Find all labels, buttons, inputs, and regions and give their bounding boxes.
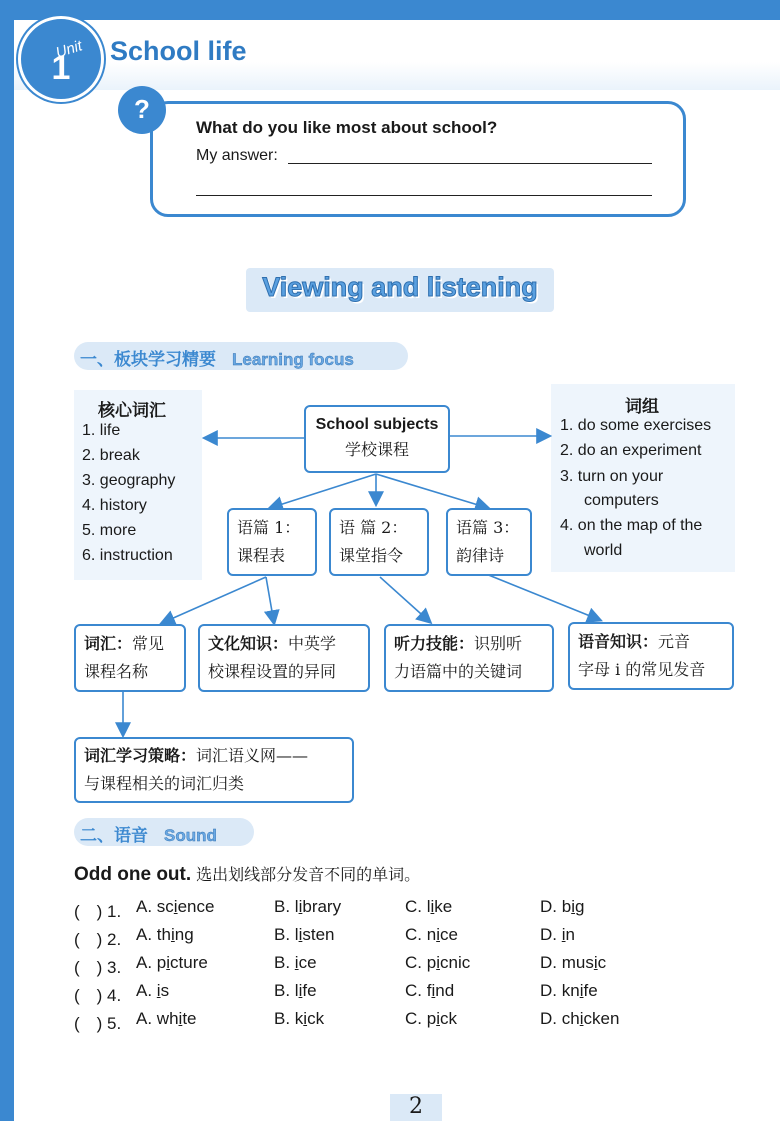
option-c bbox=[405, 953, 470, 973]
word-prefix: p bbox=[156, 953, 167, 972]
arrow-to-text1 bbox=[270, 474, 376, 508]
option-d bbox=[540, 953, 606, 973]
option-letter: C. bbox=[405, 953, 427, 972]
option-d bbox=[540, 925, 575, 945]
underlined-letter: i bbox=[298, 925, 303, 944]
skill-culture-rest1: 中英学 bbox=[288, 634, 337, 653]
text-box-1-title: 语篇 1： bbox=[237, 518, 301, 537]
question-number[interactable]: ( ) 2. bbox=[74, 930, 122, 949]
learning-focus-zh: 一、板块学习精要 bbox=[80, 350, 216, 369]
option-letter: C. bbox=[405, 981, 427, 1000]
option-letter: B. bbox=[274, 1009, 295, 1028]
core-vocab-title: 核心词汇 bbox=[98, 401, 166, 421]
phrase-item-continued: computers bbox=[584, 492, 659, 509]
sound-zh: 二、语音 bbox=[80, 826, 148, 845]
word-suffix: ck bbox=[439, 1009, 457, 1028]
underlined-letter: i bbox=[579, 981, 584, 1000]
word-prefix: wh bbox=[156, 1009, 179, 1028]
word-suffix: fe bbox=[583, 981, 598, 1000]
word-suffix: c bbox=[597, 953, 607, 972]
option-letter: B. bbox=[274, 925, 295, 944]
text-box-2-desc: 课堂指令 bbox=[339, 546, 404, 565]
phrase-item-continued: world bbox=[584, 542, 623, 559]
strategy-line2: 与课程相关的词汇归类 bbox=[84, 774, 245, 793]
option-a bbox=[136, 953, 208, 973]
answer-label: My answer: bbox=[196, 147, 278, 164]
underlined-letter: i bbox=[298, 981, 303, 1000]
skill-vocab-rest1: 常见 bbox=[132, 634, 165, 653]
phrase-item: 4. on the map of the bbox=[560, 517, 703, 534]
underlined-letter: i bbox=[173, 897, 178, 916]
option-b bbox=[274, 981, 317, 1001]
underlined-letter: i bbox=[431, 981, 436, 1000]
option-d bbox=[540, 897, 584, 917]
word-suffix: ence bbox=[177, 897, 215, 916]
question-number[interactable]: ( ) 4. bbox=[74, 986, 122, 1005]
unit-number: 1 bbox=[51, 49, 71, 87]
underlined-letter: i bbox=[298, 897, 303, 916]
word-suffix: nd bbox=[435, 981, 455, 1000]
option-letter: A. bbox=[136, 925, 157, 944]
underlined-letter: i bbox=[178, 1009, 183, 1028]
skill-listening-line2: 力语篇中的关键词 bbox=[394, 662, 523, 681]
word-suffix: s bbox=[160, 981, 170, 1000]
underlined-letter: i bbox=[561, 925, 566, 944]
option-b bbox=[274, 897, 341, 917]
phrase-item: 2. do an experiment bbox=[560, 442, 702, 459]
underlined-letter: i bbox=[436, 953, 440, 972]
word-prefix: p bbox=[426, 1009, 437, 1028]
option-a bbox=[136, 981, 169, 1001]
question-text: What do you like most about school? bbox=[196, 118, 498, 137]
arrow-to-culture-skill bbox=[266, 577, 274, 623]
word-suffix: brary bbox=[302, 897, 342, 916]
underlined-letter: i bbox=[430, 897, 435, 916]
word-suffix: ke bbox=[434, 897, 453, 916]
exercise-instruction-zh: 选出划线部分发音不同的单词。 bbox=[196, 867, 421, 884]
option-letter: A. bbox=[136, 981, 157, 1000]
word-suffix: cken bbox=[583, 1009, 620, 1028]
skill-vocab-label: 词汇： bbox=[84, 634, 133, 653]
option-letter: B. bbox=[274, 897, 295, 916]
option-letter: B. bbox=[274, 953, 295, 972]
word-prefix: k bbox=[294, 1009, 304, 1028]
option-c bbox=[405, 981, 454, 1001]
text-box-3-desc: 韵律诗 bbox=[456, 546, 505, 565]
word-suffix: ce bbox=[298, 953, 317, 972]
page-number: 2 bbox=[409, 1094, 423, 1119]
skill-culture-label: 文化知识： bbox=[208, 634, 289, 653]
text-box-3-title: 语篇 3： bbox=[456, 518, 520, 537]
option-letter: B. bbox=[274, 981, 295, 1000]
word-suffix: fe bbox=[302, 981, 317, 1000]
strategy-rest1: 词汇语义网—— bbox=[196, 746, 309, 765]
option-b bbox=[274, 953, 317, 973]
sound-heading bbox=[80, 821, 217, 846]
arrow-to-phonics-skill bbox=[486, 574, 600, 620]
strategy-line1 bbox=[84, 742, 308, 770]
option-letter: D. bbox=[540, 981, 562, 1000]
option-a bbox=[136, 897, 214, 917]
word-prefix: f bbox=[426, 981, 432, 1000]
underlined-letter: i bbox=[166, 953, 171, 972]
word-suffix: cnic bbox=[439, 953, 471, 972]
word-prefix: sc bbox=[156, 897, 174, 916]
skill-phonics-label: 语音知识： bbox=[578, 632, 659, 651]
phrase-item: 1. do some exercises bbox=[560, 417, 712, 434]
underlined-letter: i bbox=[294, 953, 299, 972]
center-topic-en: School subjects bbox=[315, 416, 439, 433]
vocab-item: 5. more bbox=[82, 522, 137, 539]
word-prefix: kn bbox=[561, 981, 580, 1000]
option-letter: C. bbox=[405, 1009, 427, 1028]
page-title: School life bbox=[110, 36, 247, 66]
arrow-to-vocab-skill bbox=[162, 577, 266, 623]
option-c bbox=[405, 1009, 457, 1029]
word-suffix: cture bbox=[170, 953, 208, 972]
word-prefix: l bbox=[294, 981, 299, 1000]
option-b bbox=[274, 925, 335, 945]
word-suffix: te bbox=[182, 1009, 197, 1028]
arrow-to-text3 bbox=[376, 474, 488, 508]
option-letter: C. bbox=[405, 925, 427, 944]
underlined-letter: i bbox=[303, 1009, 308, 1028]
vocab-item: 1. life bbox=[82, 422, 121, 439]
option-letter: D. bbox=[540, 953, 562, 972]
option-letter: D. bbox=[540, 897, 562, 916]
option-a bbox=[136, 925, 194, 945]
skill-vocab-line2: 课程名称 bbox=[84, 662, 149, 681]
vocab-item: 6. instruction bbox=[82, 547, 173, 564]
option-d bbox=[540, 981, 598, 1001]
option-letter: A. bbox=[136, 953, 157, 972]
phrases-title: 词组 bbox=[625, 397, 659, 417]
word-suffix: ce bbox=[439, 925, 458, 944]
word-prefix: l bbox=[294, 925, 299, 944]
text-box-2-title: 语 篇 2： bbox=[339, 518, 408, 537]
option-letter: D. bbox=[540, 1009, 562, 1028]
question-number[interactable]: ( ) 5. bbox=[74, 1014, 122, 1033]
section-title: Viewing and listening bbox=[262, 272, 538, 302]
sound-en: Sound bbox=[164, 826, 217, 845]
option-letter: A. bbox=[136, 897, 157, 916]
word-prefix: p bbox=[426, 953, 437, 972]
skill-vocab-line1 bbox=[84, 630, 164, 658]
word-suffix: g bbox=[574, 897, 585, 916]
vocab-item: 4. history bbox=[82, 497, 147, 514]
learning-focus-en: Learning focus bbox=[232, 350, 354, 369]
skill-listening-label: 听力技能： bbox=[394, 634, 475, 653]
skill-listening-rest1: 识别听 bbox=[474, 634, 523, 653]
word-prefix: n bbox=[426, 925, 437, 944]
word-suffix: sten bbox=[302, 925, 335, 944]
skill-culture-line1 bbox=[208, 630, 336, 658]
skill-phonics-line1 bbox=[578, 628, 690, 656]
skill-phonics-rest1: 元音 bbox=[658, 632, 691, 651]
option-letter: D. bbox=[540, 925, 562, 944]
word-prefix: ch bbox=[561, 1009, 580, 1028]
word-prefix: l bbox=[426, 897, 431, 916]
underlined-letter: i bbox=[170, 925, 175, 944]
underlined-letter: i bbox=[436, 1009, 440, 1028]
word-prefix: l bbox=[294, 897, 299, 916]
question-number[interactable]: ( ) 3. bbox=[74, 958, 122, 977]
underlined-letter: i bbox=[593, 953, 598, 972]
skill-listening-line1 bbox=[394, 630, 522, 658]
option-d bbox=[540, 1009, 619, 1029]
underlined-letter: i bbox=[579, 1009, 584, 1028]
underlined-letter: i bbox=[156, 981, 161, 1000]
option-letter: A. bbox=[136, 1009, 157, 1028]
text-box-1-desc: 课程表 bbox=[237, 546, 286, 565]
option-letter: C. bbox=[405, 897, 427, 916]
exercise-instruction bbox=[74, 862, 420, 886]
option-c bbox=[405, 897, 452, 917]
word-prefix: b bbox=[561, 897, 572, 916]
word-prefix: mus bbox=[561, 953, 594, 972]
word-suffix: ng bbox=[174, 925, 194, 944]
phrase-item: 3. turn on your bbox=[560, 468, 664, 485]
option-c bbox=[405, 925, 458, 945]
word-prefix: th bbox=[156, 925, 171, 944]
skill-phonics-line2: 字母 i 的常见发音 bbox=[578, 660, 706, 679]
arrow-to-listening-skill bbox=[380, 577, 430, 622]
question-number[interactable]: ( ) 1. bbox=[74, 902, 122, 921]
word-suffix: n bbox=[565, 925, 575, 944]
center-topic-zh: 学校课程 bbox=[344, 440, 409, 459]
vocab-item: 2. break bbox=[82, 447, 140, 464]
skill-culture-line2: 校课程设置的异同 bbox=[208, 662, 337, 681]
option-b bbox=[274, 1009, 324, 1029]
unit-word: Unit bbox=[53, 37, 85, 62]
strategy-label: 词汇学习策略： bbox=[84, 746, 197, 765]
question-bubble-icon: ? bbox=[118, 86, 166, 134]
option-a bbox=[136, 1009, 197, 1029]
vocab-item: 3. geography bbox=[82, 472, 176, 489]
underlined-letter: i bbox=[436, 925, 440, 944]
word-suffix: ck bbox=[307, 1009, 325, 1028]
exercise-title: Odd one out. bbox=[74, 864, 192, 885]
underlined-letter: i bbox=[571, 897, 575, 916]
